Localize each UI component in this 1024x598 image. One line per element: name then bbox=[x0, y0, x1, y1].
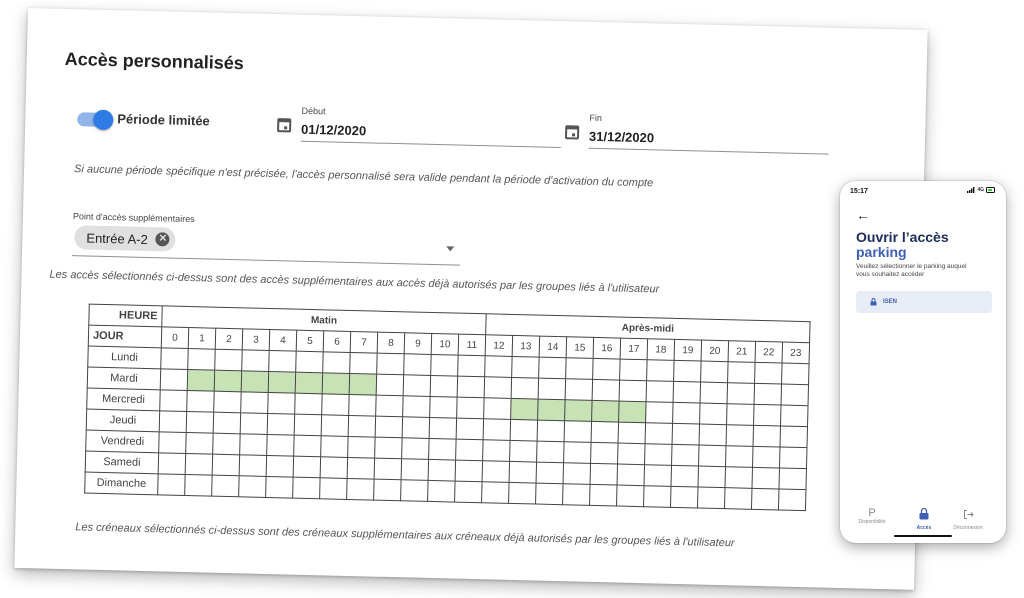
time-slot[interactable] bbox=[593, 358, 621, 380]
time-slot[interactable] bbox=[698, 466, 726, 488]
signal-icon bbox=[967, 187, 975, 193]
time-slot[interactable] bbox=[511, 398, 539, 420]
nav-logout-label: Déconnexion bbox=[953, 525, 983, 531]
time-slot[interactable] bbox=[401, 480, 429, 502]
time-slot[interactable] bbox=[187, 391, 215, 413]
time-slot[interactable] bbox=[563, 463, 591, 485]
time-slot[interactable] bbox=[537, 441, 565, 463]
time-slot[interactable] bbox=[293, 477, 321, 499]
time-slot[interactable] bbox=[724, 488, 752, 510]
day-label: Mardi bbox=[87, 367, 160, 390]
time-slot[interactable] bbox=[672, 444, 700, 466]
time-slot[interactable] bbox=[456, 439, 484, 461]
toggle-label: Période limitée bbox=[117, 111, 210, 129]
time-slot[interactable] bbox=[320, 457, 348, 479]
period-hint: Si aucune période spécifique n'est précisée, l'accès personnalisé sera valide pendant la période d'activation du compte bbox=[73, 163, 654, 190]
logout-icon bbox=[946, 507, 990, 525]
time-slot[interactable] bbox=[592, 379, 620, 401]
time-slot[interactable] bbox=[428, 459, 456, 481]
time-slot[interactable] bbox=[482, 482, 510, 504]
time-slot[interactable] bbox=[402, 417, 430, 439]
time-slot[interactable] bbox=[778, 489, 806, 511]
time-slot[interactable] bbox=[697, 487, 725, 509]
hour-label: 15 bbox=[566, 337, 594, 359]
time-slot[interactable] bbox=[644, 465, 672, 487]
time-slot[interactable] bbox=[187, 370, 215, 392]
hour-label: 4 bbox=[269, 330, 297, 352]
time-slot[interactable] bbox=[159, 432, 187, 454]
time-slot[interactable] bbox=[539, 357, 567, 379]
time-slot[interactable] bbox=[726, 446, 754, 468]
afternoon-header: Après-midi bbox=[486, 314, 810, 343]
status-time: 15:17 bbox=[850, 188, 868, 195]
time-slot[interactable] bbox=[566, 358, 594, 380]
time-slot[interactable] bbox=[455, 460, 483, 482]
time-slot[interactable] bbox=[781, 384, 809, 406]
access-point-underline bbox=[72, 255, 460, 265]
phone-screen bbox=[840, 181, 1006, 543]
nav-logout[interactable] bbox=[946, 507, 990, 531]
time-slot[interactable] bbox=[241, 371, 269, 393]
time-slot[interactable] bbox=[239, 455, 267, 477]
time-slot[interactable] bbox=[215, 349, 243, 371]
start-date-underline bbox=[301, 141, 561, 148]
time-slot[interactable] bbox=[322, 373, 350, 395]
time-slot[interactable] bbox=[753, 425, 781, 447]
network-label: 4G bbox=[977, 187, 984, 193]
time-slot[interactable] bbox=[485, 356, 513, 378]
day-label: Vendredi bbox=[86, 430, 159, 453]
time-slot[interactable] bbox=[349, 373, 377, 395]
time-slot[interactable] bbox=[725, 467, 753, 489]
time-slot[interactable] bbox=[239, 476, 267, 498]
day-label: Dimanche bbox=[85, 472, 158, 495]
time-slot[interactable] bbox=[212, 454, 240, 476]
phone-subtitle bbox=[856, 263, 967, 279]
time-slot[interactable] bbox=[645, 423, 673, 445]
hour-label: 11 bbox=[458, 334, 486, 356]
time-slot[interactable] bbox=[429, 438, 457, 460]
time-slot[interactable] bbox=[483, 419, 511, 441]
home-indicator bbox=[894, 535, 952, 537]
time-slot[interactable] bbox=[431, 354, 459, 376]
hour-label: 13 bbox=[512, 335, 540, 357]
time-slot[interactable] bbox=[565, 379, 593, 401]
hour-label: 8 bbox=[377, 332, 405, 354]
time-slot[interactable] bbox=[510, 419, 538, 441]
time-slot[interactable] bbox=[376, 395, 404, 417]
time-slot[interactable] bbox=[186, 432, 214, 454]
phone-title bbox=[856, 230, 949, 260]
time-slot[interactable] bbox=[484, 377, 512, 399]
hour-label: 16 bbox=[593, 337, 621, 359]
time-slot[interactable] bbox=[646, 381, 674, 403]
time-slot[interactable] bbox=[185, 474, 213, 496]
time-slot[interactable] bbox=[563, 484, 591, 506]
time-slot[interactable] bbox=[781, 405, 809, 427]
time-slot[interactable] bbox=[158, 453, 186, 475]
time-slot[interactable] bbox=[510, 440, 538, 462]
time-slot[interactable] bbox=[752, 446, 780, 468]
time-slot[interactable] bbox=[375, 437, 403, 459]
phone-title-line2: parking bbox=[856, 244, 907, 260]
time-slot[interactable] bbox=[430, 375, 458, 397]
time-slot[interactable] bbox=[643, 486, 671, 508]
time-slot[interactable] bbox=[565, 400, 593, 422]
parking-button-label: ISEN bbox=[883, 299, 898, 305]
time-slot[interactable] bbox=[754, 404, 782, 426]
hour-label: 5 bbox=[296, 330, 324, 352]
chip-label: Entrée A-2 bbox=[86, 229, 149, 247]
time-slot[interactable] bbox=[429, 417, 457, 439]
time-slot[interactable] bbox=[779, 447, 807, 469]
time-slot[interactable] bbox=[320, 478, 348, 500]
time-slot[interactable] bbox=[619, 401, 647, 423]
time-slot[interactable] bbox=[536, 483, 564, 505]
hour-label: 18 bbox=[647, 339, 675, 361]
time-slot[interactable] bbox=[269, 350, 297, 372]
time-slot[interactable] bbox=[619, 380, 647, 402]
phone-title-line1: Ouvrir l’accès bbox=[856, 229, 949, 245]
time-slot[interactable] bbox=[751, 488, 779, 510]
access-hint: Les accès sélectionnés ci-dessus sont des accès supplémentaires aux accès déjà autorisés par les groupes liés à l'utilisateur bbox=[49, 268, 660, 296]
time-slot[interactable] bbox=[214, 391, 242, 413]
time-slot[interactable] bbox=[158, 474, 186, 496]
time-slot[interactable] bbox=[537, 420, 565, 442]
nav-lock-icon bbox=[906, 507, 942, 525]
hour-header: HEURE bbox=[89, 304, 162, 327]
time-slot[interactable] bbox=[671, 465, 699, 487]
time-slot[interactable] bbox=[645, 444, 673, 466]
time-slot[interactable] bbox=[647, 360, 675, 382]
start-date-label: Début bbox=[301, 105, 326, 117]
time-slot[interactable] bbox=[323, 352, 351, 374]
time-slot[interactable] bbox=[212, 475, 240, 497]
time-slot[interactable] bbox=[564, 421, 592, 443]
time-slot[interactable] bbox=[374, 458, 402, 480]
time-slot[interactable] bbox=[214, 370, 242, 392]
time-slot[interactable] bbox=[590, 463, 618, 485]
time-slot[interactable] bbox=[458, 355, 486, 377]
nav-access[interactable] bbox=[906, 507, 942, 531]
parking-icon: P bbox=[868, 507, 876, 519]
calendar-icon[interactable] bbox=[565, 125, 579, 139]
time-slot[interactable] bbox=[240, 434, 268, 456]
time-slot[interactable] bbox=[700, 382, 728, 404]
time-slot[interactable] bbox=[294, 435, 322, 457]
time-slot[interactable] bbox=[617, 464, 645, 486]
day-header: JOUR bbox=[88, 325, 161, 348]
time-slot[interactable] bbox=[347, 457, 375, 479]
time-slot[interactable] bbox=[728, 362, 756, 384]
time-slot[interactable] bbox=[266, 455, 294, 477]
time-slot[interactable] bbox=[483, 440, 511, 462]
day-label: Jeudi bbox=[86, 409, 159, 432]
time-slot[interactable] bbox=[188, 349, 216, 371]
time-slot[interactable] bbox=[456, 418, 484, 440]
time-slot[interactable] bbox=[779, 468, 807, 490]
time-slot[interactable] bbox=[455, 481, 483, 503]
time-slot[interactable] bbox=[509, 482, 537, 504]
time-slot[interactable] bbox=[186, 411, 214, 433]
time-slot[interactable] bbox=[159, 411, 187, 433]
hour-label: 0 bbox=[161, 327, 189, 349]
nav-access-label: Accès bbox=[916, 525, 932, 531]
time-slot[interactable] bbox=[618, 422, 646, 444]
access-point-label: Point d'accès supplémentaires bbox=[72, 211, 195, 225]
hour-label: 9 bbox=[404, 333, 432, 355]
hour-label: 10 bbox=[431, 333, 459, 355]
access-point-chip[interactable] bbox=[74, 225, 176, 251]
time-slot[interactable] bbox=[482, 461, 510, 483]
chip-remove-icon[interactable]: ✕ bbox=[156, 232, 170, 246]
time-slot[interactable] bbox=[160, 369, 188, 391]
time-slot[interactable] bbox=[242, 350, 270, 372]
hour-label: 6 bbox=[323, 331, 351, 353]
time-slot[interactable] bbox=[213, 433, 241, 455]
time-slot[interactable] bbox=[350, 352, 378, 374]
time-slot[interactable] bbox=[590, 484, 618, 506]
limited-period-toggle[interactable] bbox=[77, 112, 111, 127]
time-slot[interactable] bbox=[457, 376, 485, 398]
time-slot[interactable] bbox=[322, 394, 350, 416]
hour-label: 14 bbox=[539, 336, 567, 358]
time-slot[interactable] bbox=[213, 412, 241, 434]
time-slot[interactable] bbox=[727, 383, 755, 405]
time-slot[interactable] bbox=[240, 413, 268, 435]
time-slot[interactable] bbox=[377, 353, 405, 375]
time-slot[interactable] bbox=[295, 372, 323, 394]
time-slot[interactable] bbox=[185, 453, 213, 475]
time-slot[interactable] bbox=[321, 415, 349, 437]
time-slot[interactable] bbox=[617, 485, 645, 507]
time-slot[interactable] bbox=[670, 486, 698, 508]
time-slot[interactable] bbox=[402, 438, 430, 460]
hour-label: 2 bbox=[215, 328, 243, 350]
time-slot[interactable] bbox=[403, 396, 431, 418]
phone-subtitle-line2: vous souhaitez accéder bbox=[856, 271, 925, 278]
hour-label: 19 bbox=[674, 339, 702, 361]
time-slot[interactable] bbox=[348, 415, 376, 437]
hour-label: 17 bbox=[620, 338, 648, 360]
phone-subtitle-line1: Veuillez sélectionner le parking auquel bbox=[856, 263, 967, 270]
time-slot[interactable] bbox=[294, 414, 322, 436]
day-label: Samedi bbox=[85, 451, 158, 474]
time-slot[interactable] bbox=[591, 442, 619, 464]
time-slot[interactable] bbox=[161, 348, 189, 370]
time-slot[interactable] bbox=[592, 400, 620, 422]
time-slot[interactable] bbox=[266, 476, 294, 498]
time-slot[interactable] bbox=[321, 436, 349, 458]
end-date-label: Fin bbox=[589, 112, 603, 124]
time-slot[interactable] bbox=[241, 392, 269, 414]
time-slot[interactable] bbox=[726, 425, 754, 447]
time-slot[interactable] bbox=[536, 462, 564, 484]
time-slot[interactable] bbox=[375, 416, 403, 438]
time-slot[interactable] bbox=[755, 362, 783, 384]
hour-label: 12 bbox=[485, 335, 513, 357]
time-slot[interactable] bbox=[646, 402, 674, 424]
battery-icon bbox=[986, 187, 996, 193]
day-label: Mercredi bbox=[87, 388, 160, 411]
status-bar-icons bbox=[967, 187, 996, 193]
hour-label: 7 bbox=[350, 331, 378, 353]
time-slot[interactable] bbox=[296, 351, 324, 373]
time-slot[interactable] bbox=[700, 403, 728, 425]
time-slot[interactable] bbox=[752, 467, 780, 489]
time-slot[interactable] bbox=[509, 461, 537, 483]
time-slot[interactable] bbox=[484, 398, 512, 420]
time-slot[interactable] bbox=[727, 404, 755, 426]
time-slot[interactable] bbox=[780, 426, 808, 448]
slots-hint: Les créneaux sélectionnés ci-dessus sont des créneaux supplémentaires aux créneaux déjà autorisés par les groupes liés à l'utilisateur bbox=[75, 521, 735, 550]
end-date-underline bbox=[589, 148, 829, 155]
nav-availability-label: Disponibilité bbox=[858, 519, 886, 525]
time-slot[interactable] bbox=[295, 393, 323, 415]
parking-isen-button[interactable] bbox=[856, 291, 992, 313]
calendar-icon[interactable] bbox=[277, 118, 291, 132]
back-arrow-icon[interactable]: ← bbox=[856, 207, 870, 223]
time-slot[interactable] bbox=[268, 371, 296, 393]
time-slot[interactable] bbox=[293, 456, 321, 478]
time-slot[interactable] bbox=[404, 354, 432, 376]
time-slot[interactable] bbox=[430, 396, 458, 418]
time-slot[interactable] bbox=[348, 436, 376, 458]
access-settings-card bbox=[14, 8, 927, 590]
time-slot[interactable] bbox=[591, 421, 619, 443]
time-slot[interactable] bbox=[349, 394, 377, 416]
end-date-input[interactable]: 31/12/2020 bbox=[588, 128, 655, 146]
time-slot[interactable] bbox=[457, 397, 485, 419]
time-slot[interactable] bbox=[538, 399, 566, 421]
time-slot[interactable] bbox=[782, 363, 810, 385]
time-slot[interactable] bbox=[267, 434, 295, 456]
start-date-input[interactable]: 01/12/2020 bbox=[300, 121, 367, 139]
time-slot[interactable] bbox=[618, 443, 646, 465]
time-slot[interactable] bbox=[401, 459, 429, 481]
time-slot[interactable] bbox=[347, 478, 375, 500]
time-slot[interactable] bbox=[403, 375, 431, 397]
time-slot[interactable] bbox=[428, 480, 456, 502]
time-slot[interactable] bbox=[374, 479, 402, 501]
hour-label: 3 bbox=[242, 329, 270, 351]
time-slot[interactable] bbox=[673, 381, 701, 403]
day-label: Lundi bbox=[88, 346, 161, 369]
time-slot[interactable] bbox=[672, 423, 700, 445]
hour-label: 1 bbox=[188, 328, 216, 350]
time-slot[interactable] bbox=[699, 445, 727, 467]
page-title: Accès personnalisés bbox=[64, 48, 245, 74]
time-slot[interactable] bbox=[673, 402, 701, 424]
time-slot[interactable] bbox=[701, 361, 729, 383]
hour-label: 20 bbox=[701, 340, 729, 362]
time-slot[interactable] bbox=[376, 374, 404, 396]
time-slot[interactable] bbox=[620, 359, 648, 381]
hour-label: 23 bbox=[782, 342, 810, 364]
toggle-knob bbox=[93, 110, 113, 130]
nav-availability[interactable] bbox=[854, 507, 890, 525]
time-slot[interactable] bbox=[268, 392, 296, 414]
hour-label: 22 bbox=[755, 341, 783, 363]
time-slot[interactable] bbox=[160, 390, 188, 412]
time-slot[interactable] bbox=[564, 442, 592, 464]
time-slot[interactable] bbox=[538, 378, 566, 400]
time-slot[interactable] bbox=[674, 360, 702, 382]
morning-header: Matin bbox=[162, 306, 486, 335]
hour-label: 21 bbox=[728, 341, 756, 363]
lock-icon bbox=[870, 298, 877, 306]
schedule-grid bbox=[84, 304, 810, 512]
time-slot[interactable] bbox=[754, 383, 782, 405]
time-slot[interactable] bbox=[267, 413, 295, 435]
chevron-down-icon[interactable] bbox=[446, 246, 454, 251]
time-slot[interactable] bbox=[699, 424, 727, 446]
time-slot[interactable] bbox=[511, 377, 539, 399]
time-slot[interactable] bbox=[512, 356, 540, 378]
